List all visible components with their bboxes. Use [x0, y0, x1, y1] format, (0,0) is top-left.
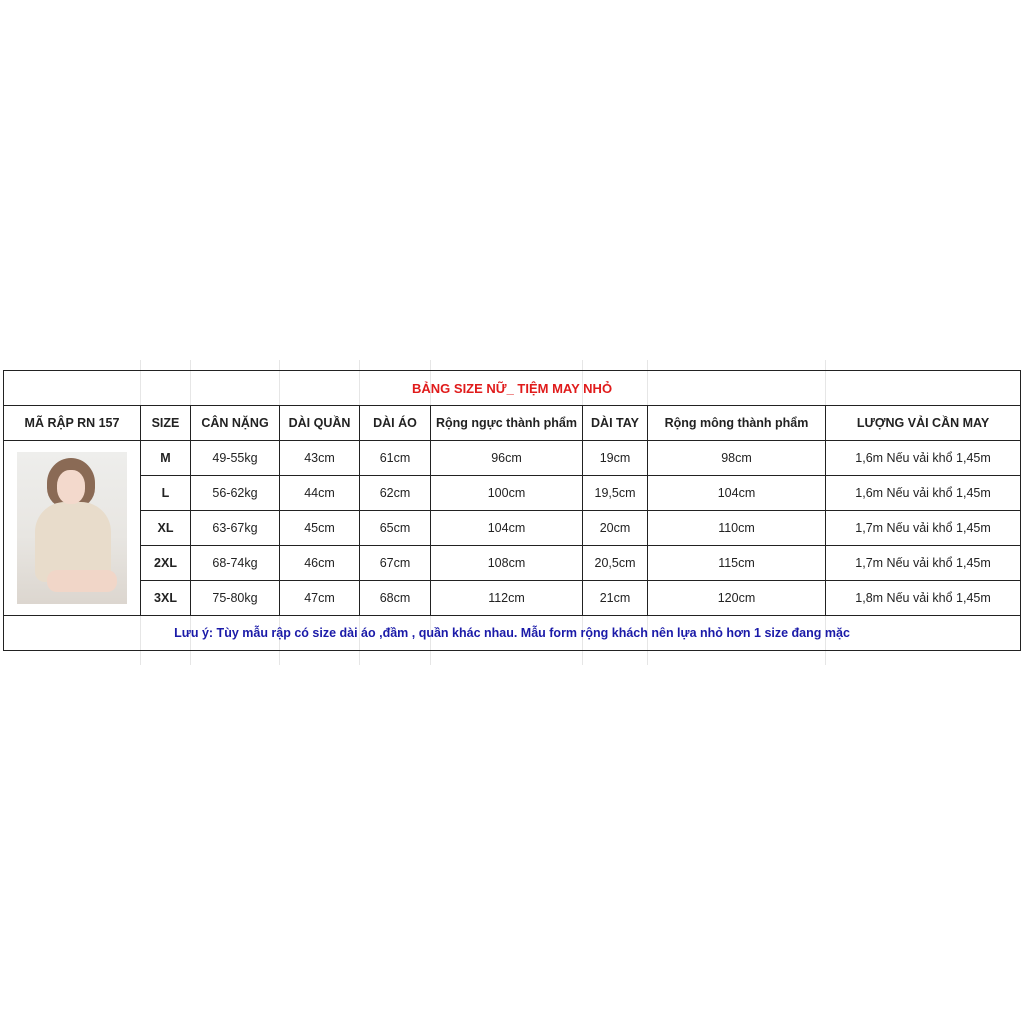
value-cell: 98cm [648, 441, 826, 476]
header-row [4, 406, 1021, 441]
table-title: BẢNG SIZE NỮ_ TIỆM MAY NHỎ [4, 371, 1021, 406]
value-cell: 112cm [431, 581, 583, 616]
size-cell: 3XL [141, 581, 191, 616]
model-image [17, 452, 127, 604]
value-cell: 100cm [431, 476, 583, 511]
value-cell: 63-67kg [191, 511, 280, 546]
size-table [3, 370, 1021, 651]
table-row [4, 511, 1021, 546]
pattern-code: MÃ RẬP RN 157 [4, 406, 141, 441]
column-header: CÂN NẶNG [191, 406, 280, 441]
value-cell: 19,5cm [583, 476, 648, 511]
value-cell: 115cm [648, 546, 826, 581]
table-row [4, 441, 1021, 476]
column-header: DÀI QUẦN [280, 406, 360, 441]
value-cell: 1,6m Nếu vải khổ 1,45m [826, 441, 1021, 476]
value-cell: 68cm [360, 581, 431, 616]
value-cell: 45cm [280, 511, 360, 546]
value-cell: 120cm [648, 581, 826, 616]
size-cell: XL [141, 511, 191, 546]
value-cell: 20,5cm [583, 546, 648, 581]
value-cell: 108cm [431, 546, 583, 581]
product-photo [4, 441, 141, 616]
value-cell: 21cm [583, 581, 648, 616]
column-header: LƯỢNG VẢI CẦN MAY [826, 406, 1021, 441]
value-cell: 19cm [583, 441, 648, 476]
value-cell: 68-74kg [191, 546, 280, 581]
value-cell: 1,7m Nếu vải khổ 1,45m [826, 546, 1021, 581]
value-cell: 44cm [280, 476, 360, 511]
value-cell: 1,8m Nếu vải khổ 1,45m [826, 581, 1021, 616]
value-cell: 43cm [280, 441, 360, 476]
value-cell: 104cm [648, 476, 826, 511]
column-header: Rộng mông thành phẩm [648, 406, 826, 441]
value-cell: 1,7m Nếu vải khổ 1,45m [826, 511, 1021, 546]
table-row [4, 476, 1021, 511]
value-cell: 96cm [431, 441, 583, 476]
column-header: Rộng ngực thành phẩm [431, 406, 583, 441]
column-header: SIZE [141, 406, 191, 441]
value-cell: 56-62kg [191, 476, 280, 511]
size-cell: L [141, 476, 191, 511]
value-cell: 46cm [280, 546, 360, 581]
value-cell: 49-55kg [191, 441, 280, 476]
column-header: DÀI ÁO [360, 406, 431, 441]
value-cell: 75-80kg [191, 581, 280, 616]
value-cell: 104cm [431, 511, 583, 546]
value-cell: 110cm [648, 511, 826, 546]
value-cell: 65cm [360, 511, 431, 546]
note: Lưu ý: Tùy mẫu rập có size dài áo ,đầm , quần khác nhau. Mẫu form rộng khách nên lựa nhỏ hơn 1 size đang mặc [4, 616, 1021, 651]
value-cell: 62cm [360, 476, 431, 511]
column-header: DÀI TAY [583, 406, 648, 441]
value-cell: 47cm [280, 581, 360, 616]
value-cell: 67cm [360, 546, 431, 581]
size-cell: M [141, 441, 191, 476]
size-cell: 2XL [141, 546, 191, 581]
value-cell: 1,6m Nếu vải khổ 1,45m [826, 476, 1021, 511]
value-cell: 61cm [360, 441, 431, 476]
value-cell: 20cm [583, 511, 648, 546]
table-row [4, 581, 1021, 616]
table-row [4, 546, 1021, 581]
